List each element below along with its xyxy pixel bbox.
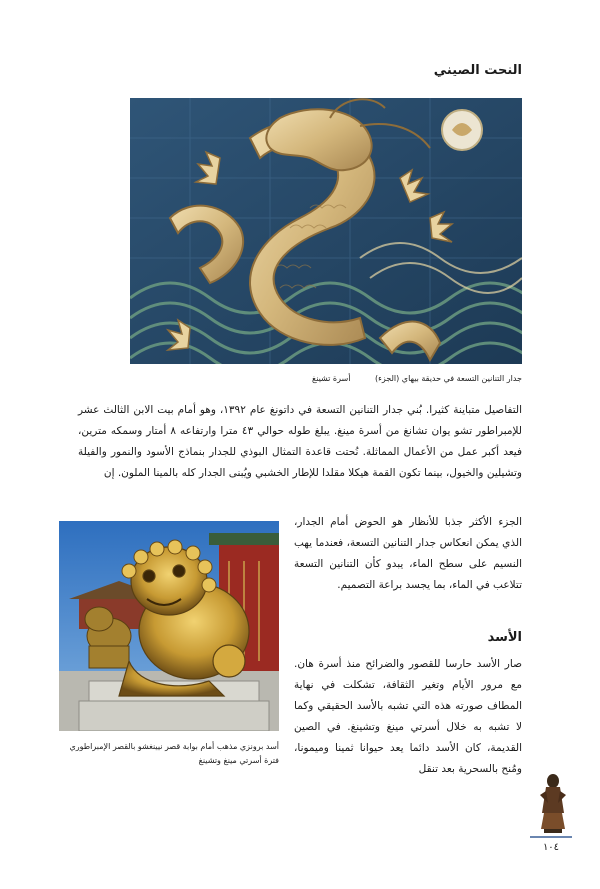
dragon-wall-caption [312,374,522,383]
dragon-wall-caption-text: جدار التنانين التسعة في حديقة بيهاي (الجزء) [375,374,522,383]
figurine-ornament-icon [538,773,568,835]
bronze-lion-caption-line-2: فترة أسرتي مينغ وتشينغ [198,756,279,765]
running-header: النحت الصيني [433,63,522,78]
body-paragraph-2: الجزء الأكثر جذبا للأنظار هو الحوض أمام الجدار، الذي يمكن انعكاس جدار التنانين التسعة، فعندما يهب النسيم على سطح الماء، يبدو كأن التنانين التسعة تتلاعب في الماء، بما يجسد براعة التصميم. [294,516,522,591]
bronze-lion-caption [59,740,279,768]
dragon-wall-caption-period: أسرة تشينغ [311,374,351,383]
body-paragraph-3: صار الأسد حارسا للقصور والضرائح منذ أسرة هان. مع مرور الأيام وتغير الثقافة، تشكلت في نهاية المطاف صورته هذه التي تشبه بالأسد الحقيقي وكما لا تشبه به خلال أسرتي مينغ وتشينغ. في الصين القديمة، كان الأسد دائما يعد حيوانا ثمينا وميمونا، ومُنح بالسحرية بعد تنقل [294,658,522,775]
bronze-lion-photo [59,521,279,731]
page-number: ١٠٤ [542,842,560,853]
dragon-wall-photo [130,98,522,364]
footer-rule [530,836,572,838]
section-heading-lion: الأسد [487,630,522,645]
bronze-lion-caption-line-1: أسد برونزي مذهب أمام بوابة قصر نيينغشو بالقصر الإمبراطوري [69,742,279,751]
body-paragraph-1: التفاصيل متباينة كثيرا. بُني جدار التنانين التسعة في داتونغ عام ١٣٩٢، وهو أمام بيت الابن الثالث عشر للإمبراطور تشو يوان تشانغ من أسرة مينغ. يبلغ طوله حوالي ٤٣ مترا وارتفاعه ٨ أمتار وسمكه مترين، فيعد أكبر عمل من الأعمال المماثلة. نُحتت قاعدة التمثال البوذي للجدار بنماذج الأسود والنمور والفيلة وتشيلين والخيول، بينما تكون القمة هيكلا مقلدا للإطار الخشبي ويُبنى الجدار كله بالمينا الملون. إن [78,404,523,479]
